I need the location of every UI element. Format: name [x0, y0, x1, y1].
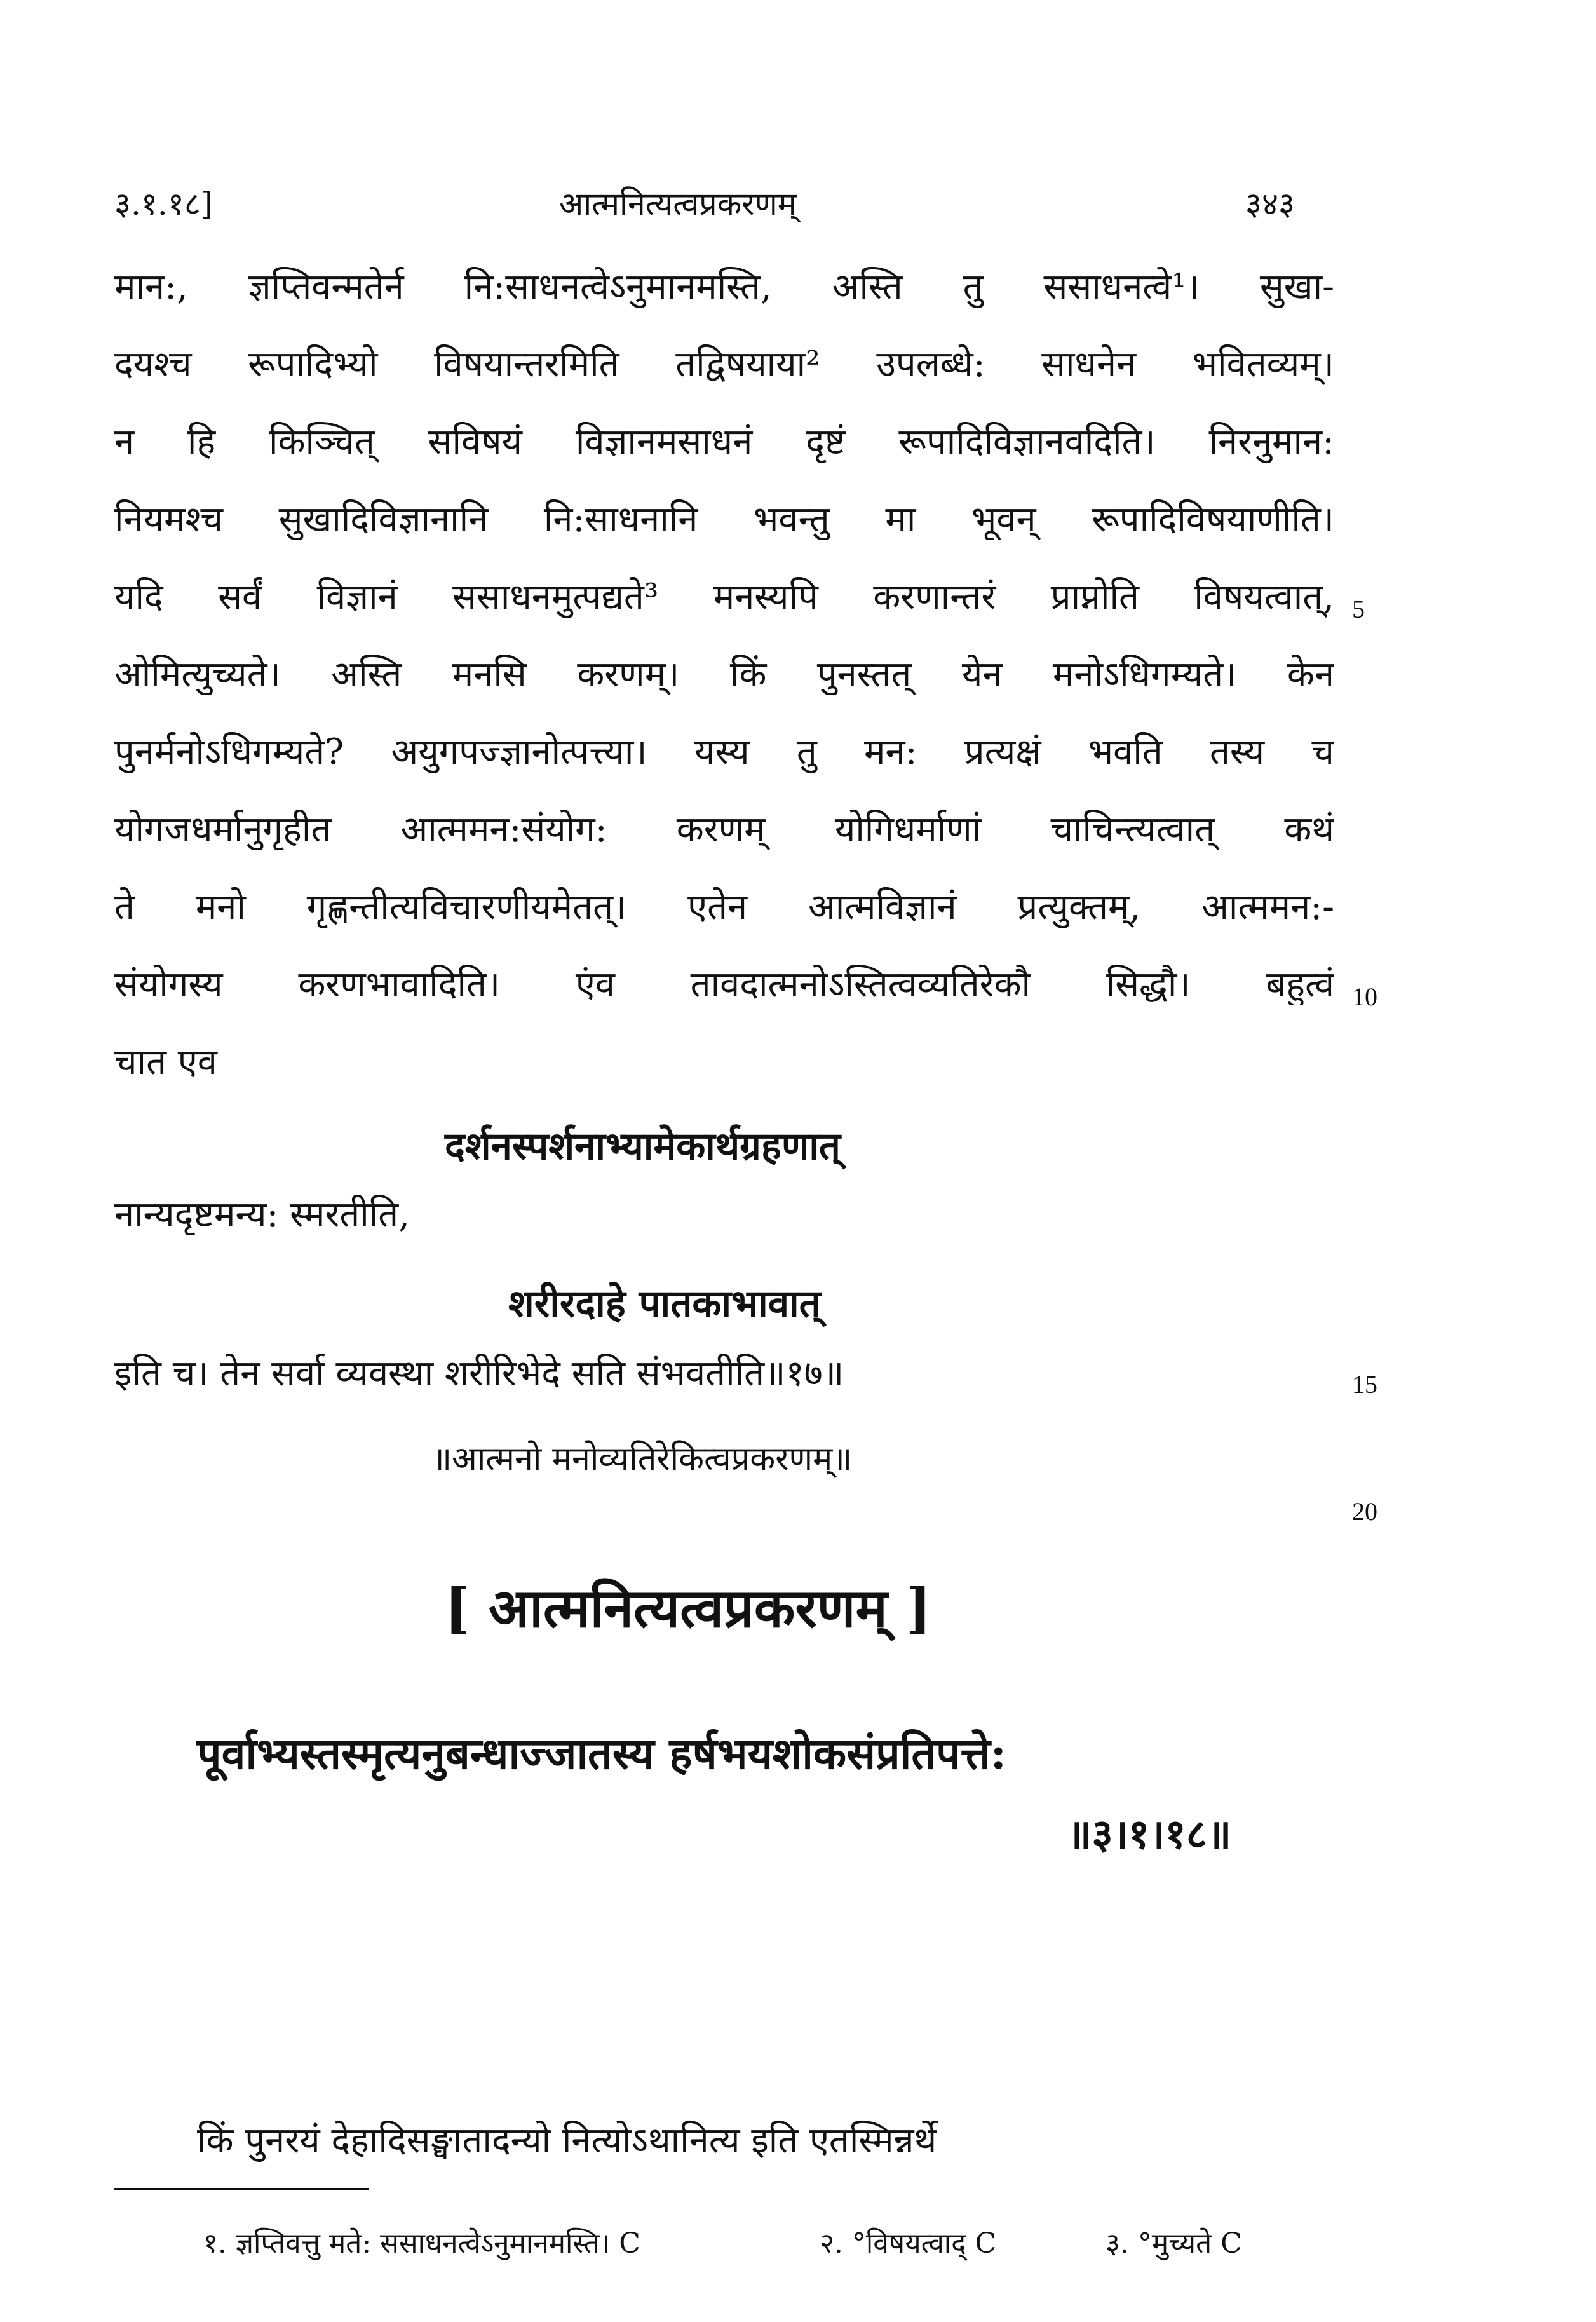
line-number: 5 — [1352, 595, 1365, 623]
body-line: ओमित्युच्यते। अस्ति मनसि करणम्। किं पुनस्तत् येन मनोऽधिगम्यते। केन — [114, 655, 1334, 695]
footnote: ३. °मुच्यते C — [1106, 2227, 1242, 2260]
body-line: मान:, ज्ञप्तिवन्मतेर्न नि:साधनत्वेऽनुमानमस्ति, अस्ति तु ससाधनत्वे¹। सुखा- — [114, 267, 1334, 308]
body-line: योगजधर्मानुगृहीत आत्ममन:संयोग: करणम् योगिधर्माणां चाचिन्त्यत्वात् कथं — [114, 810, 1334, 850]
body-line: इति च। तेन सर्वा व्यवस्था शरीरिभेदे सति संभवतीति॥१७॥ — [114, 1354, 844, 1394]
line-number: 20 — [1352, 1497, 1377, 1526]
quoted-sutra: दर्शनस्पर्शनाभ्यामेकार्थग्रहणात् — [445, 1124, 841, 1169]
body-line: चात एव — [114, 1042, 217, 1083]
body-line: ते मनो गृह्णन्तीत्यविचारणीयमेतत्। एतेन आत्मविज्ञानं प्रत्युक्तम्, आत्ममन:- — [114, 887, 1334, 928]
main-sutra: पूर्वाभ्यस्तस्मृत्यनुबन्धाज्जातस्य हर्षभयशोकसंप्रतिपत्ते: — [197, 1728, 1006, 1779]
footnote: २. °विषयत्वाद् C — [820, 2227, 997, 2260]
page-number: ३४३ — [1245, 186, 1295, 222]
header-section-ref: ३.१.१८] — [114, 186, 213, 222]
body-line: नियमश्च सुखादिविज्ञानानि नि:साधनानि भवन्तु मा भूवन् रूपादिविषयाणीति। — [114, 499, 1334, 540]
line-number: 15 — [1352, 1370, 1377, 1399]
footnote-rule — [114, 2188, 369, 2190]
line-number: 10 — [1352, 982, 1377, 1011]
body-line: पुनर्मनोऽधिगम्यते? अयुगपज्ज्ञानोत्पत्त्या। यस्य तु मन: प्रत्यक्षं भवति तस्य च — [114, 732, 1334, 773]
header-chapter-title: आत्मनित्यत्वप्रकरणम् — [559, 186, 797, 222]
body-line: यदि सर्वं विज्ञानं ससाधनमुत्पद्यते³ मनस्यपि करणान्तरं प्राप्नोति विषयत्वात्, — [114, 577, 1334, 618]
section-title: [ आत्मनित्यत्वप्रकरणम् ] — [445, 1577, 931, 1640]
section-end-colophon: ॥आत्मनो मनोव्यतिरेकित्वप्रकरणम्॥ — [432, 1440, 853, 1478]
main-sutra-number: ॥३।१।१८॥ — [1067, 1810, 1232, 1858]
footnote: १. ज्ञप्तिवत्तु मते: ससाधनत्वेऽनुमानमस्ति। C — [203, 2227, 640, 2260]
body-line: नान्यदृष्टमन्य: स्मरतीति, — [114, 1195, 410, 1235]
body-line: संयोगस्य करणभावादिति। एंव तावदात्मनोऽस्तित्वव्यतिरेकौ सिद्धौ। बहुत्वं — [114, 965, 1334, 1005]
commentary-line: किं पुनरयं देहादिसङ्घातादन्यो नित्योऽथानित्य इति एतस्मिन्नर्थे — [197, 2120, 937, 2161]
body-line: दयश्च रूपादिभ्यो विषयान्तरमिति तद्विषयाया² उपलब्धे: साधनेन भवितव्यम्। — [114, 344, 1334, 385]
body-line: न हि किञ्चित् सविषयं विज्ञानमसाधनं दृष्टं रूपादिविज्ञानवदिति। निरनुमान: — [114, 422, 1334, 463]
quoted-sutra: शरीरदाहे पातकाभावात् — [508, 1282, 821, 1326]
